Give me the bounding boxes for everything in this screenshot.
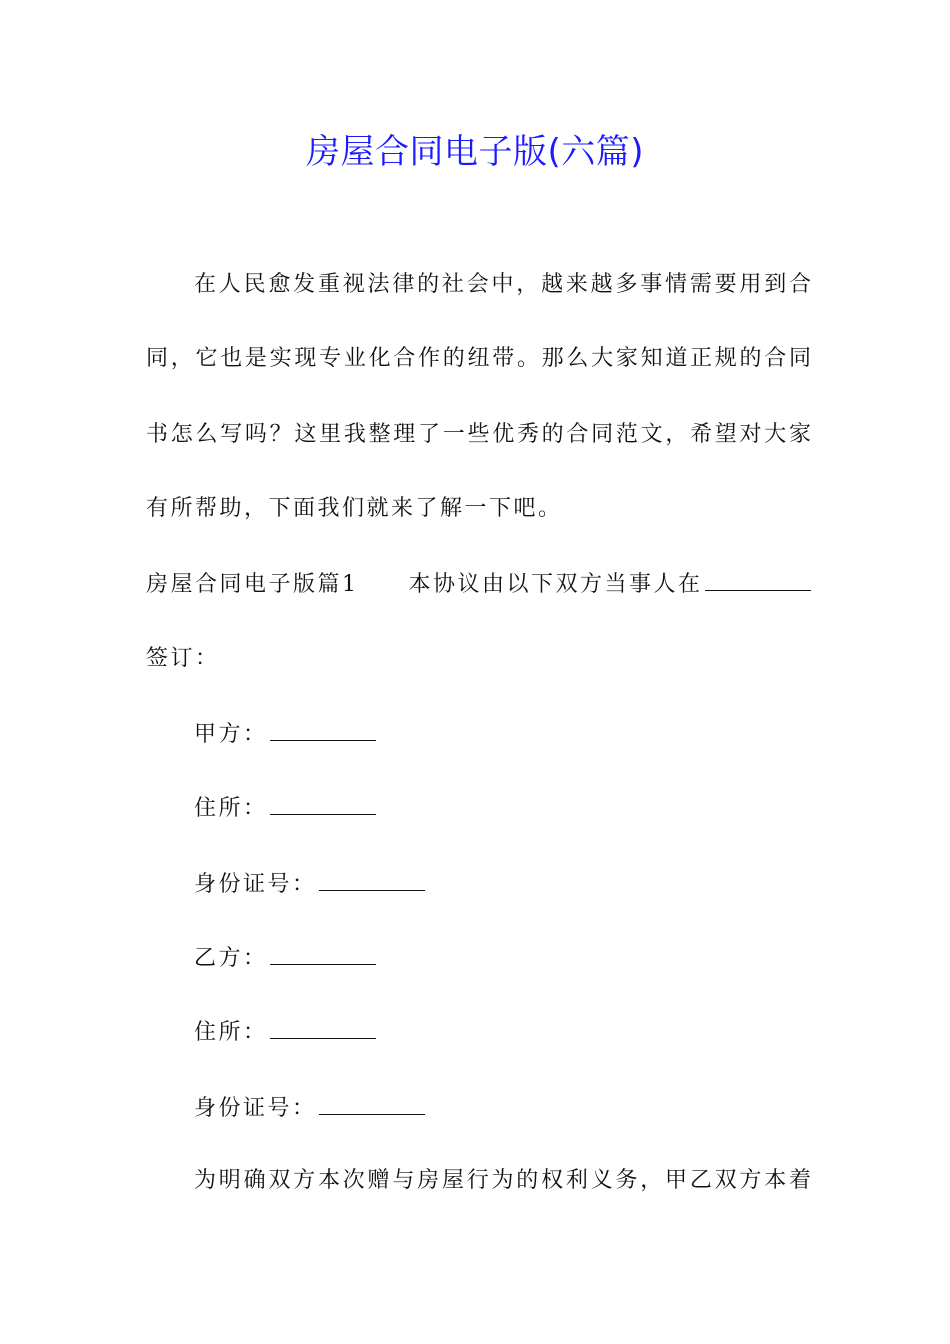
party-a-label: 甲方： (194, 722, 268, 747)
address-b-blank (270, 1016, 376, 1039)
party-b-label: 乙方： (194, 946, 268, 971)
intro-line-1: 在人民愈发重视法律的社会中，越来越多事情需要用到合 (194, 272, 811, 297)
section-1-heading: 房屋合同电子版篇1 (146, 572, 359, 597)
section-1-first-sentence: 本协议由以下双方当事人在 (408, 572, 703, 597)
id-a-blank (319, 868, 425, 891)
signing-place-blank (705, 568, 811, 591)
section-1-line (146, 568, 811, 600)
id-b-line (194, 1092, 859, 1124)
document-title: 房屋合同电子版(六篇) (305, 132, 645, 172)
id-b-blank (319, 1092, 425, 1115)
id-a-line (194, 868, 859, 900)
section-1-sign-line: 签订： (146, 646, 220, 671)
address-a-line (194, 792, 859, 824)
intro-line-4: 有所帮助，下面我们就来了解一下吧。 (146, 496, 563, 521)
address-b-label: 住所： (194, 1020, 268, 1045)
closing-line: 为明确双方本次赠与房屋行为的权利义务，甲乙双方本着 (194, 1168, 811, 1193)
intro-line-2: 同，它也是实现专业化合作的纽带。那么大家知道正规的合同 (146, 346, 811, 371)
party-b-line (194, 942, 859, 974)
address-a-label: 住所： (194, 796, 268, 821)
intro-line-3: 书怎么写吗？这里我整理了一些优秀的合同范文，希望对大家 (146, 422, 811, 447)
address-b-line (194, 1016, 859, 1048)
party-b-blank (270, 942, 376, 965)
id-a-label: 身份证号： (194, 872, 317, 897)
id-b-label: 身份证号： (194, 1096, 317, 1121)
address-a-blank (270, 792, 376, 815)
party-a-blank (270, 718, 376, 741)
party-a-line (194, 718, 859, 750)
